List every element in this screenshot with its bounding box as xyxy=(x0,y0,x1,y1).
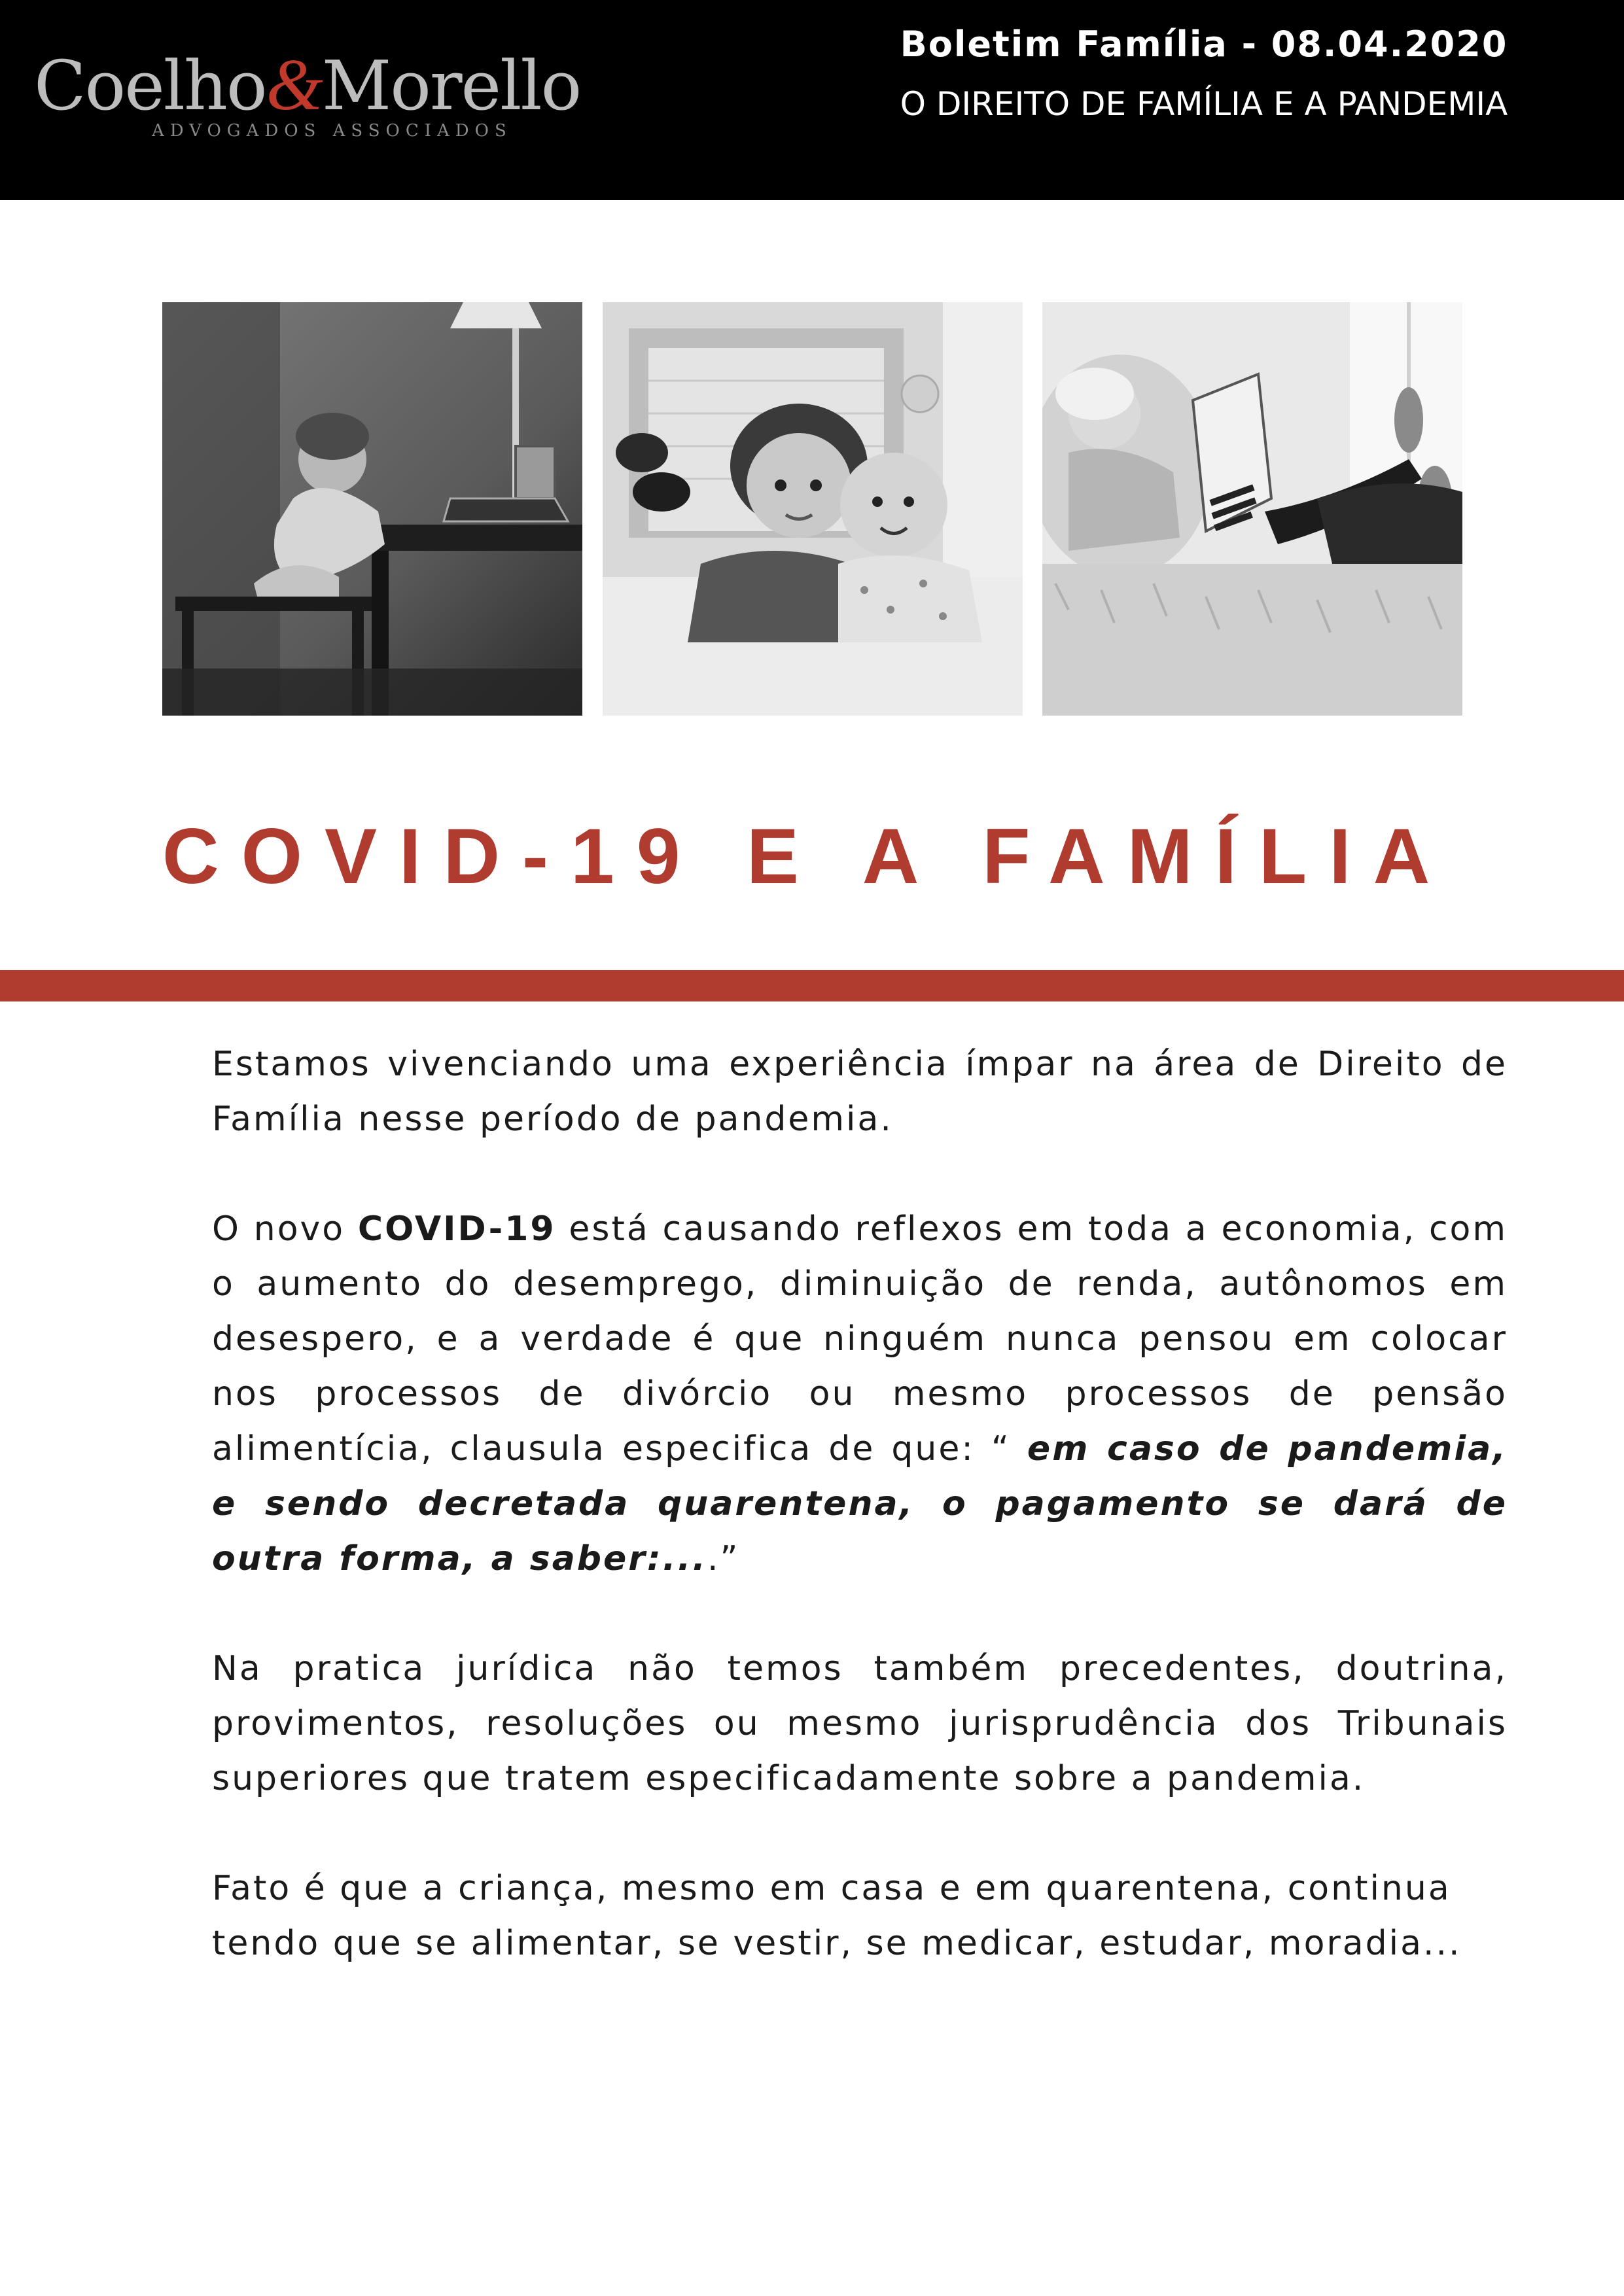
section-title: COVID-19 E A FAMÍLIA xyxy=(162,812,1453,900)
logo-name-coelho: Coelho xyxy=(34,46,266,126)
paragraph-1-text: Estamos vivenciando uma experiência ímpar na área de Direito de Família nesse período de pandemia. xyxy=(212,1045,1508,1139)
header-bar xyxy=(0,0,1624,200)
paragraph-2-text: está causando reflexos em toda a economia, com o aumento do desemprego, diminuição de renda, autônomos em desespero, e a verdade é que ninguém nunca pensou em colocar nos processos de divórcio ou mesmo processos de pensão alimentícia, clausula especifica de que: “ xyxy=(212,1209,1508,1469)
photo-child-reading xyxy=(1042,302,1462,716)
logo-name-morello: Morello xyxy=(321,46,581,126)
paragraph-3 xyxy=(212,1641,1508,1806)
photo-siblings-on-rug xyxy=(603,302,1023,716)
paragraph-4-text: Fato é que a criança, mesmo em casa e em quarentena, continua tendo que se alimentar, se vestir, se medicar, estudar, moradia... xyxy=(212,1869,1462,1963)
paragraph-4 xyxy=(212,1861,1508,1971)
firm-logo xyxy=(34,44,581,141)
paragraph-2-intro: O novo xyxy=(212,1209,358,1249)
paragraph-2 xyxy=(212,1202,1508,1586)
logo-wordmark xyxy=(34,44,581,126)
photo-child-at-table xyxy=(162,302,582,716)
bulletin-subtitle: O DIREITO DE FAMÍLIA E A PANDEMIA xyxy=(900,85,1508,123)
paragraph-1 xyxy=(212,1037,1508,1147)
paragraph-2-covid-bold: COVID-19 xyxy=(357,1209,556,1249)
logo-tagline: ADVOGADOS ASSOCIADOS xyxy=(152,121,512,141)
logo-ampersand: & xyxy=(266,44,322,126)
paragraph-2-end: .” xyxy=(707,1539,740,1578)
bulletin-title: Boletim Família - 08.04.2020 xyxy=(900,24,1508,65)
red-divider-bar xyxy=(0,970,1624,1001)
article-body xyxy=(212,1037,1508,2026)
paragraph-3-text: Na pratica jurídica não temos também precedentes, doutrina, provimentos, resoluções ou mesmo jurisprudência dos Tribunais superiores que tratem especificadamente sobre a pandemia. xyxy=(212,1649,1508,1798)
paragraph-2-quote: em caso de pandemia, e sendo decretada quarentena, o pagamento se dará de outra forma, a saber:... xyxy=(212,1429,1508,1578)
